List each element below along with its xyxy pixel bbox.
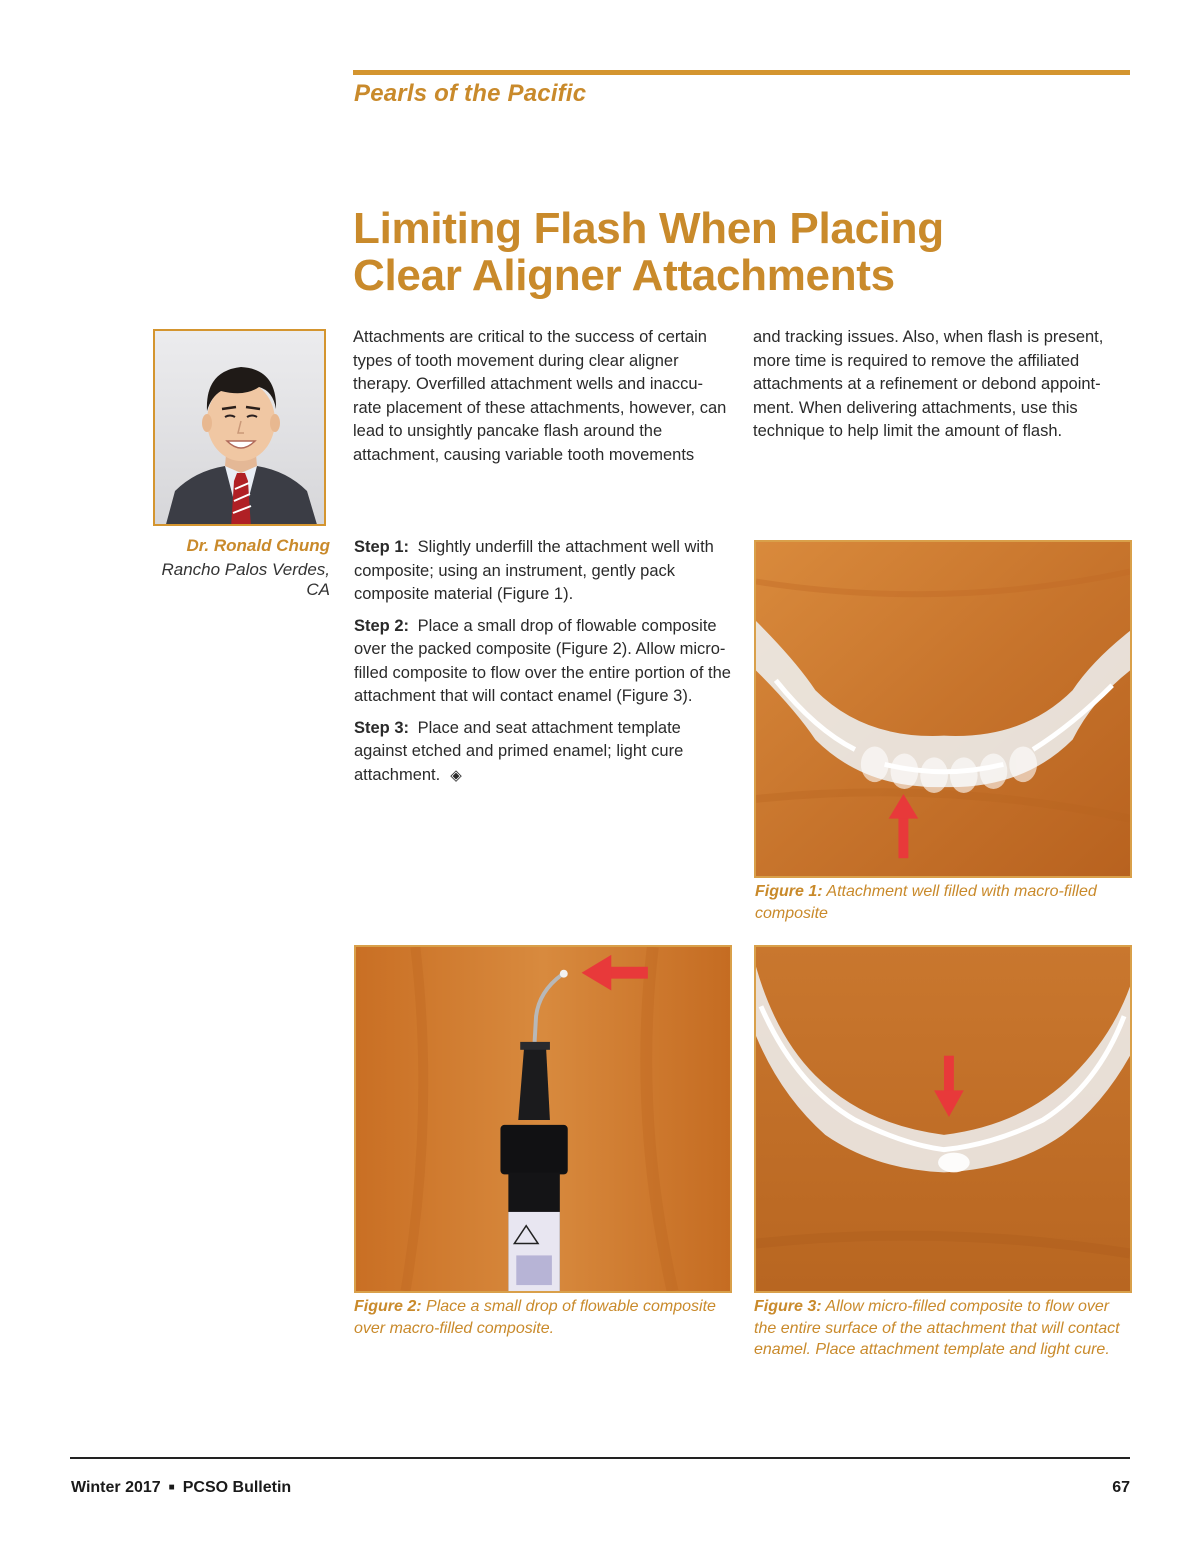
title-line-1: Limiting Flash When Placing	[353, 204, 944, 253]
step-2-label: Step 2:	[354, 616, 410, 635]
step-3-text: Place and seat attachment template against etched and primed enamel; light cure attachment.	[354, 718, 684, 784]
figure-3-caption-text: Allow micro-filled composite to flow over the entire surface of the attachment that will contact enamel. Place attachment template and light cure.	[754, 1298, 1120, 1358]
footer-rule	[70, 1457, 1130, 1459]
author-location: Rancho Palos Verdes, CA	[161, 560, 330, 599]
step-1	[354, 536, 734, 607]
figure-3-caption	[754, 1296, 1129, 1361]
author-portrait-image	[155, 331, 326, 526]
aligner-tray-photo	[756, 542, 1130, 876]
composite-syringe-photo	[356, 947, 730, 1291]
header-rule	[353, 70, 1130, 75]
figure-2-label: Figure 2:	[354, 1298, 422, 1315]
figure-1-caption-text: Attachment well filled with macro-filled composite	[755, 883, 1097, 922]
figure-1-label: Figure 1:	[755, 883, 823, 900]
step-1-text: Slightly underfill the attachment well with composite; using an instrument, gently pack composite material (Figure 1).	[354, 538, 714, 603]
step-3	[354, 717, 734, 788]
author-name: Dr. Ronald Chung	[186, 536, 330, 555]
figure-2-caption	[354, 1296, 729, 1339]
footer-issue	[71, 1479, 291, 1497]
aligner-attachment-photo	[756, 947, 1130, 1291]
figure-2-image	[354, 945, 732, 1293]
figure-1-caption	[755, 881, 1130, 924]
figure-3-label: Figure 3:	[754, 1298, 822, 1315]
step-2	[354, 615, 734, 709]
footer-issue-date: Winter 2017	[71, 1479, 161, 1496]
page-number: 67	[1112, 1479, 1130, 1496]
footer-publication: PCSO Bulletin	[182, 1479, 292, 1496]
article-title	[353, 205, 1153, 299]
intro-paragraph-col1: Attachments are critical to the success of certain types of tooth movement during clear aligner therapy. Overfilled attachment wells and inaccu-rate placement of these attachments, however, can lead to unsightly pancake flash around the attachment, causing variable tooth movements	[353, 328, 727, 464]
figure-3-image	[754, 945, 1132, 1293]
footer-separator-icon: ■	[168, 1482, 175, 1493]
step-1-label: Step 1:	[354, 538, 410, 556]
figure-2-caption-text: Place a small drop of flowable composite over macro-filled composite.	[354, 1298, 716, 1337]
figure-1-image	[754, 540, 1132, 878]
step-2-text: Place a small drop of flowable composite over the packed composite (Figure 2). Allow micro-filled composite to flow over the entire portion of the attachment that will contact enamel (Figure 3).	[354, 616, 731, 705]
step-3-label: Step 3:	[354, 718, 410, 737]
intro-paragraph-col2: and tracking issues. Also, when flash is present, more time is required to remove the affiliated attachments at a refinement or debond appoint-ment. When delivering attachments, use this technique to help limit the amount of flash.	[753, 328, 1104, 440]
author-photo	[153, 329, 326, 526]
title-line-2: Clear Aligner Attachments	[353, 251, 895, 300]
section-label: Pearls of the Pacific	[354, 80, 587, 107]
end-mark-icon: ◈	[450, 766, 462, 784]
steps-list	[354, 536, 734, 795]
